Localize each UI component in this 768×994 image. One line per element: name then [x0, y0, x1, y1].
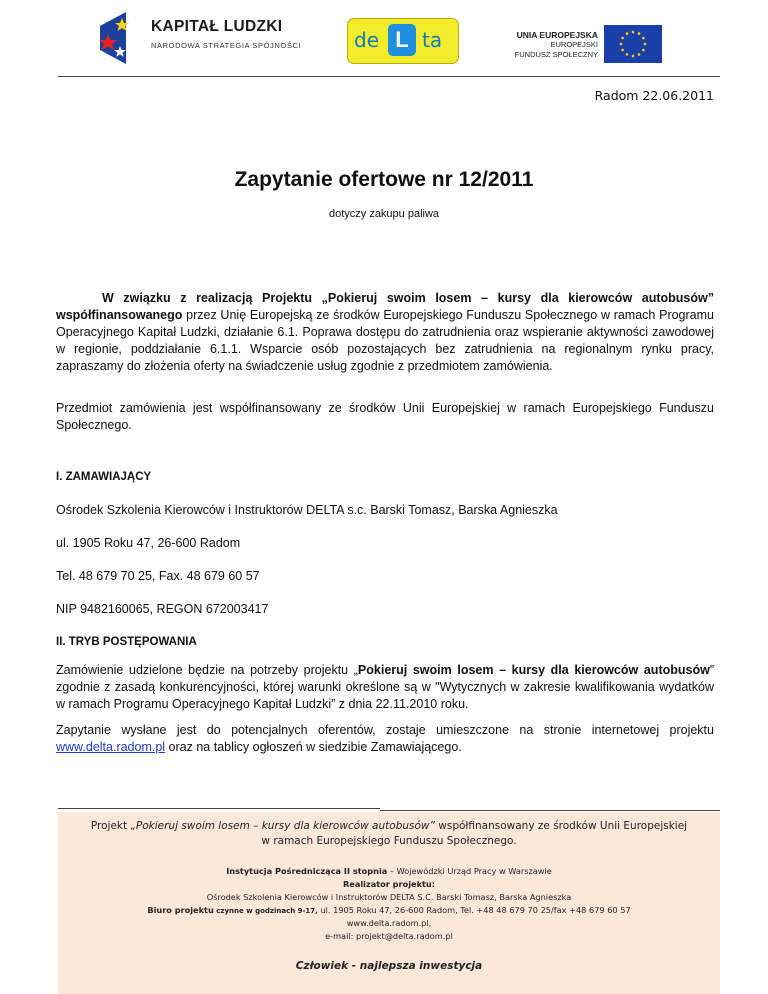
footer-realizer-label: Realizator projektu: [342, 879, 436, 889]
header-divider [58, 76, 720, 77]
footer-office-value: ul. 1905 Roku 47, 26-600 Radom, Tel. +48 48 679 70 25/fax +48 679 60 57 [317, 905, 631, 915]
footer-website: www.delta.radom.pl, [346, 918, 432, 928]
eu-flag-icon [604, 25, 662, 63]
footer-motto: Człowiek - najlepsza inwestycja [295, 960, 483, 972]
footer-office [58, 905, 720, 915]
publication-post: oraz na tablicy ogłoszeń w siedzibie Zamawiającego. [165, 740, 462, 754]
kapital-ludzki-star-icon [98, 12, 144, 64]
eu-star-icon [626, 32, 629, 35]
eu-star-icon [632, 31, 635, 34]
eu-star-icon [644, 43, 647, 46]
intro-rest: przez Unię Europejską ze środków Europejskiego Funduszu Społecznego w ramach Programu Operacyjnego Kapitał Ludzki, działanie 6.1. Poprawa dostępu do zatrudnienia oraz wspieranie aktywności zawodowej w regionie, poddziałanie 6.1.1. Wsparcie osób pozostających bez zatrudnienia na regionalnym rynku pracy, zapraszamy do złożenia oferty na świadczenie usług zgodnie z przedmiotem zamówienia. [56, 308, 714, 373]
funding-note: Przedmiot zamówienia jest współfinansowany ze środków Unii Europejskiej w ramach Europejskiego Funduszu Społecznego. [56, 401, 714, 432]
footer-email: e-mail: projekt@delta.radom.pl [325, 931, 453, 941]
contractor-phone: Tel. 48 679 70 25, Fax. 48 679 60 57 [56, 569, 260, 583]
intro-lead: W związku z realizacją Projektu „Pokieruj swoim losem – kursy dla kierowców autobusów” współfinansowanego [56, 291, 714, 322]
section-heading-tryb: II. TRYB POSTĘPOWANIA [56, 636, 197, 648]
procedure-paragraph [56, 662, 714, 713]
footer-office-label: Biuro projektu [147, 905, 214, 915]
footer-project-line [58, 820, 720, 832]
footer-intermediary-value: – Wojewódzki Urząd Pracy w Warszawie [387, 866, 552, 876]
document-subtitle: dotyczy zakupu paliwa [328, 208, 440, 220]
page-header [0, 0, 768, 80]
procedure-post: ” zgodnie z zasadą konkurencyjności, której warunki określone są w "Wytycznych w zakresie kwalifikowania wydatków w ramach Programu Operacyjnego Kapitał Ludzki” z dnia 22.11.2010 roku. [56, 663, 714, 711]
procedure-project-name: Pokieruj swoim losem – kursy dla kierowców autobusów [357, 663, 710, 677]
document-title: Zapytanie ofertowe nr 12/2011 [234, 168, 534, 191]
eu-star-icon [642, 37, 645, 40]
eu-line-1: UNIA EUROPEJSKA [516, 30, 598, 40]
footer-intermediary [58, 866, 720, 876]
delta-logo-left: de [354, 28, 379, 52]
eu-star-icon [632, 55, 635, 58]
eu-star-icon [621, 37, 624, 40]
footer-project-pre: Projekt [90, 820, 131, 832]
delta-logo [347, 18, 459, 64]
footer-intermediary-label: Instytucja Pośrednicząca II stopnia [226, 866, 388, 876]
eu-star-icon [642, 49, 645, 52]
section-heading-zamawiajacy: I. ZAMAWIAJĄCY [56, 471, 152, 483]
kapital-ludzki-title: KAPITAŁ LUDZKI [151, 18, 283, 35]
eu-star-icon [621, 49, 624, 52]
eu-star-icon [638, 32, 641, 35]
kapital-ludzki-subtitle: NARODOWA STRATEGIA SPÓJNOŚCI [151, 41, 302, 50]
footer-realizer-value: Ośrodek Szkolenia Kierowców i Instruktorów DELTA S.C. Barski Tomasz, Barska Agnieszka [206, 892, 572, 902]
footer-project-line-2: w ramach Europejskiego Funduszu Społecznego. [261, 835, 517, 847]
page-footer [58, 812, 720, 994]
intro-paragraph [56, 290, 714, 375]
eu-star-icon [626, 53, 629, 56]
procedure-pre: Zamówienie udzielone będzie na potrzeby projektu „ [56, 663, 358, 677]
document-date: Radom 22.06.2011 [594, 88, 714, 103]
contractor-name: Ośrodek Szkolenia Kierowców i Instruktorów DELTA s.c. Barski Tomasz, Barska Agnieszka [56, 503, 558, 517]
publication-paragraph [56, 722, 714, 756]
eu-line-3: FUNDUSZ SPOŁECZNY [514, 50, 598, 59]
publication-pre: Zapytanie wysłane jest do potencjalnych oferentów, zostaje umieszczone na stronie internetowej projektu [56, 723, 714, 737]
delta-logo-right: ta [422, 28, 443, 52]
eu-star-icon [638, 53, 641, 56]
eu-star-icon [620, 43, 623, 46]
footer-divider-left [58, 808, 380, 809]
contractor-nip: NIP 9482160065, REGON 672003417 [56, 602, 269, 616]
project-website-link[interactable]: www.delta.radom.pl [56, 740, 166, 754]
delta-logo-center: L [388, 24, 416, 56]
footer-project-name: „Pokieruj swoim losem – kursy dla kierowców autobusów” [130, 820, 435, 832]
footer-office-hours: czynne w godzinach 9-17, [213, 907, 318, 915]
footer-project-post: współfinansowany ze środków Unii Europejskiej [434, 820, 688, 832]
footer-divider-right [380, 810, 720, 811]
contractor-address: ul. 1905 Roku 47, 26-600 Radom [56, 536, 241, 550]
eu-line-2: EUROPEJSKI [550, 40, 598, 49]
eu-logo-text [490, 30, 598, 60]
kapital-ludzki-logo [98, 12, 318, 67]
